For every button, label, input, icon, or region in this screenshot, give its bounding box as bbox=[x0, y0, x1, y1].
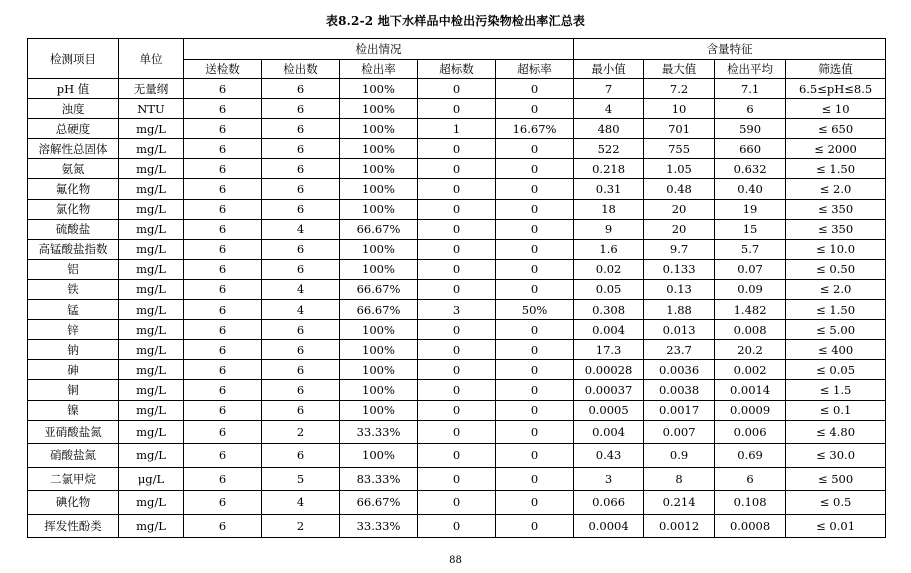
cell-max-value: 701 bbox=[644, 119, 715, 139]
cell-detection-rate: 100% bbox=[340, 119, 418, 139]
cell-max-value: 9.7 bbox=[644, 239, 715, 259]
cell-detected-count: 4 bbox=[262, 279, 340, 299]
cell-samples-sent: 6 bbox=[184, 279, 262, 299]
cell-screening-value: ≤ 2000 bbox=[786, 139, 886, 159]
cell-mean-value: 19 bbox=[715, 199, 786, 219]
cell-detection-rate: 66.67% bbox=[340, 491, 418, 515]
cell-min-value: 0.05 bbox=[574, 279, 644, 299]
cell-detection-rate: 100% bbox=[340, 239, 418, 259]
cell-min-value: 18 bbox=[574, 199, 644, 219]
cell-item-name: 氨氮 bbox=[28, 159, 119, 179]
table-row bbox=[28, 340, 886, 360]
cell-mean-value: 590 bbox=[715, 119, 786, 139]
table-row bbox=[28, 444, 886, 468]
cell-detection-rate: 100% bbox=[340, 79, 418, 99]
table-title: 表8.2-2 地下水样品中检出污染物检出率汇总表 bbox=[325, 14, 586, 28]
cell-detected-count: 6 bbox=[262, 79, 340, 99]
cell-exceed-count: 0 bbox=[418, 400, 496, 420]
table-row bbox=[28, 300, 886, 320]
cell-max-value: 1.88 bbox=[644, 300, 715, 320]
cell-item-name: 二氯甲烷 bbox=[28, 467, 119, 491]
cell-item-name: 溶解性总固体 bbox=[28, 139, 119, 159]
cell-exceed-count: 0 bbox=[418, 491, 496, 515]
cell-screening-value: ≤ 0.1 bbox=[786, 400, 886, 420]
cell-max-value: 23.7 bbox=[644, 340, 715, 360]
cell-detected-count: 2 bbox=[262, 420, 340, 444]
cell-exceed-count: 0 bbox=[418, 139, 496, 159]
cell-detection-rate: 100% bbox=[340, 380, 418, 400]
cell-exceed-count: 3 bbox=[418, 300, 496, 320]
cell-exceed-rate: 0 bbox=[496, 99, 574, 119]
cell-exceed-rate: 0 bbox=[496, 360, 574, 380]
cell-mean-value: 0.008 bbox=[715, 320, 786, 340]
cell-unit: μg/L bbox=[119, 467, 184, 491]
cell-mean-value: 5.7 bbox=[715, 239, 786, 259]
cell-unit: mg/L bbox=[119, 159, 184, 179]
cell-unit: mg/L bbox=[119, 340, 184, 360]
cell-max-value: 0.13 bbox=[644, 279, 715, 299]
cell-mean-value: 0.108 bbox=[715, 491, 786, 515]
cell-max-value: 8 bbox=[644, 467, 715, 491]
cell-exceed-rate: 0 bbox=[496, 400, 574, 420]
cell-exceed-count: 0 bbox=[418, 79, 496, 99]
header-exceed-rate: 超标率 bbox=[496, 60, 574, 79]
cell-min-value: 522 bbox=[574, 139, 644, 159]
cell-max-value: 0.133 bbox=[644, 259, 715, 279]
cell-screening-value: 6.5≤pH≤8.5 bbox=[786, 79, 886, 99]
header-exceed-count: 超标数 bbox=[418, 60, 496, 79]
cell-min-value: 9 bbox=[574, 219, 644, 239]
cell-min-value: 0.004 bbox=[574, 420, 644, 444]
cell-min-value: 480 bbox=[574, 119, 644, 139]
cell-detected-count: 2 bbox=[262, 514, 340, 538]
table-row bbox=[28, 79, 886, 99]
cell-screening-value: ≤ 10 bbox=[786, 99, 886, 119]
cell-unit: mg/L bbox=[119, 444, 184, 468]
cell-exceed-rate: 0 bbox=[496, 259, 574, 279]
cell-min-value: 0.00037 bbox=[574, 380, 644, 400]
cell-mean-value: 7.1 bbox=[715, 79, 786, 99]
cell-item-name: pH 值 bbox=[28, 79, 119, 99]
cell-unit: mg/L bbox=[119, 259, 184, 279]
cell-detected-count: 6 bbox=[262, 179, 340, 199]
cell-item-name: 总硬度 bbox=[28, 119, 119, 139]
cell-min-value: 0.02 bbox=[574, 259, 644, 279]
cell-mean-value: 0.09 bbox=[715, 279, 786, 299]
cell-detected-count: 6 bbox=[262, 444, 340, 468]
cell-max-value: 0.007 bbox=[644, 420, 715, 444]
header-max-value: 最大值 bbox=[644, 60, 715, 79]
cell-samples-sent: 6 bbox=[184, 259, 262, 279]
table-row bbox=[28, 320, 886, 340]
cell-samples-sent: 6 bbox=[184, 380, 262, 400]
cell-detection-rate: 33.33% bbox=[340, 420, 418, 444]
cell-samples-sent: 6 bbox=[184, 239, 262, 259]
cell-exceed-rate: 16.67% bbox=[496, 119, 574, 139]
cell-unit: mg/L bbox=[119, 420, 184, 444]
cell-max-value: 0.0017 bbox=[644, 400, 715, 420]
table-row bbox=[28, 259, 886, 279]
cell-exceed-count: 0 bbox=[418, 320, 496, 340]
cell-detection-rate: 66.67% bbox=[340, 300, 418, 320]
table-row bbox=[28, 179, 886, 199]
cell-detected-count: 5 bbox=[262, 467, 340, 491]
cell-screening-value: ≤ 1.5 bbox=[786, 380, 886, 400]
cell-detection-rate: 33.33% bbox=[340, 514, 418, 538]
table-row bbox=[28, 491, 886, 515]
header-detected-count: 检出数 bbox=[262, 60, 340, 79]
cell-exceed-rate: 50% bbox=[496, 300, 574, 320]
table-row bbox=[28, 360, 886, 380]
cell-exceed-count: 0 bbox=[418, 259, 496, 279]
cell-screening-value: ≤ 5.00 bbox=[786, 320, 886, 340]
cell-min-value: 0.0004 bbox=[574, 514, 644, 538]
cell-detected-count: 6 bbox=[262, 360, 340, 380]
cell-item-name: 砷 bbox=[28, 360, 119, 380]
table-row bbox=[28, 514, 886, 538]
cell-detected-count: 6 bbox=[262, 139, 340, 159]
table-row bbox=[28, 239, 886, 259]
header-detection-group: 检出情况 bbox=[184, 39, 574, 60]
header-content-group: 含量特征 bbox=[574, 39, 886, 60]
cell-exceed-count: 0 bbox=[418, 159, 496, 179]
cell-item-name: 硫酸盐 bbox=[28, 219, 119, 239]
cell-samples-sent: 6 bbox=[184, 320, 262, 340]
cell-min-value: 0.308 bbox=[574, 300, 644, 320]
cell-exceed-count: 0 bbox=[418, 99, 496, 119]
table-row bbox=[28, 199, 886, 219]
cell-min-value: 3 bbox=[574, 467, 644, 491]
cell-exceed-rate: 0 bbox=[496, 279, 574, 299]
cell-exceed-rate: 0 bbox=[496, 219, 574, 239]
cell-exceed-rate: 0 bbox=[496, 79, 574, 99]
cell-detection-rate: 100% bbox=[340, 99, 418, 119]
cell-samples-sent: 6 bbox=[184, 199, 262, 219]
cell-mean-value: 6 bbox=[715, 467, 786, 491]
cell-samples-sent: 6 bbox=[184, 300, 262, 320]
cell-detected-count: 6 bbox=[262, 380, 340, 400]
cell-exceed-count: 0 bbox=[418, 179, 496, 199]
table-row bbox=[28, 420, 886, 444]
cell-detected-count: 4 bbox=[262, 300, 340, 320]
cell-item-name: 锌 bbox=[28, 320, 119, 340]
cell-mean-value: 6 bbox=[715, 99, 786, 119]
cell-detection-rate: 100% bbox=[340, 159, 418, 179]
cell-min-value: 0.004 bbox=[574, 320, 644, 340]
cell-max-value: 0.0038 bbox=[644, 380, 715, 400]
cell-mean-value: 0.40 bbox=[715, 179, 786, 199]
cell-exceed-count: 0 bbox=[418, 360, 496, 380]
cell-exceed-count: 0 bbox=[418, 444, 496, 468]
cell-unit: NTU bbox=[119, 99, 184, 119]
cell-item-name: 挥发性酚类 bbox=[28, 514, 119, 538]
cell-samples-sent: 6 bbox=[184, 179, 262, 199]
table-row bbox=[28, 467, 886, 491]
header-item: 检测项目 bbox=[28, 39, 119, 79]
cell-detection-rate: 66.67% bbox=[340, 219, 418, 239]
header-screening-value: 筛选值 bbox=[786, 60, 886, 79]
cell-detected-count: 6 bbox=[262, 320, 340, 340]
cell-item-name: 硝酸盐氮 bbox=[28, 444, 119, 468]
cell-samples-sent: 6 bbox=[184, 420, 262, 444]
cell-exceed-rate: 0 bbox=[496, 239, 574, 259]
cell-exceed-rate: 0 bbox=[496, 320, 574, 340]
cell-mean-value: 0.002 bbox=[715, 360, 786, 380]
table-row bbox=[28, 279, 886, 299]
cell-exceed-rate: 0 bbox=[496, 444, 574, 468]
cell-mean-value: 0.0008 bbox=[715, 514, 786, 538]
cell-unit: mg/L bbox=[119, 320, 184, 340]
cell-detection-rate: 66.67% bbox=[340, 279, 418, 299]
cell-samples-sent: 6 bbox=[184, 444, 262, 468]
cell-exceed-rate: 0 bbox=[496, 514, 574, 538]
cell-exceed-rate: 0 bbox=[496, 491, 574, 515]
cell-screening-value: ≤ 2.0 bbox=[786, 279, 886, 299]
cell-detected-count: 6 bbox=[262, 340, 340, 360]
cell-screening-value: ≤ 0.50 bbox=[786, 259, 886, 279]
cell-min-value: 0.00028 bbox=[574, 360, 644, 380]
cell-screening-value: ≤ 500 bbox=[786, 467, 886, 491]
cell-min-value: 4 bbox=[574, 99, 644, 119]
header-min-value: 最小值 bbox=[574, 60, 644, 79]
cell-unit: mg/L bbox=[119, 300, 184, 320]
cell-item-name: 铜 bbox=[28, 380, 119, 400]
cell-unit: mg/L bbox=[119, 179, 184, 199]
page-number: 88 bbox=[449, 555, 462, 566]
cell-exceed-count: 0 bbox=[418, 467, 496, 491]
cell-samples-sent: 6 bbox=[184, 79, 262, 99]
cell-max-value: 20 bbox=[644, 219, 715, 239]
cell-samples-sent: 6 bbox=[184, 99, 262, 119]
cell-mean-value: 0.632 bbox=[715, 159, 786, 179]
cell-unit: mg/L bbox=[119, 491, 184, 515]
cell-max-value: 0.0012 bbox=[644, 514, 715, 538]
cell-mean-value: 1.482 bbox=[715, 300, 786, 320]
cell-mean-value: 0.07 bbox=[715, 259, 786, 279]
cell-item-name: 铁 bbox=[28, 279, 119, 299]
cell-min-value: 7 bbox=[574, 79, 644, 99]
cell-detected-count: 6 bbox=[262, 400, 340, 420]
cell-detected-count: 6 bbox=[262, 159, 340, 179]
cell-max-value: 0.214 bbox=[644, 491, 715, 515]
cell-unit: mg/L bbox=[119, 400, 184, 420]
header-detection-rate: 检出率 bbox=[340, 60, 418, 79]
header-samples-sent: 送检数 bbox=[184, 60, 262, 79]
cell-samples-sent: 6 bbox=[184, 139, 262, 159]
cell-max-value: 7.2 bbox=[644, 79, 715, 99]
cell-item-name: 镍 bbox=[28, 400, 119, 420]
cell-detected-count: 4 bbox=[262, 219, 340, 239]
cell-max-value: 755 bbox=[644, 139, 715, 159]
cell-unit: mg/L bbox=[119, 279, 184, 299]
header-unit: 单位 bbox=[119, 39, 184, 79]
cell-unit: mg/L bbox=[119, 380, 184, 400]
cell-min-value: 0.43 bbox=[574, 444, 644, 468]
header-mean-value: 检出平均 bbox=[715, 60, 786, 79]
cell-exceed-rate: 0 bbox=[496, 159, 574, 179]
cell-exceed-rate: 0 bbox=[496, 467, 574, 491]
cell-samples-sent: 6 bbox=[184, 491, 262, 515]
cell-unit: mg/L bbox=[119, 360, 184, 380]
cell-mean-value: 15 bbox=[715, 219, 786, 239]
cell-mean-value: 660 bbox=[715, 139, 786, 159]
cell-unit: mg/L bbox=[119, 119, 184, 139]
cell-exceed-count: 0 bbox=[418, 219, 496, 239]
cell-samples-sent: 6 bbox=[184, 400, 262, 420]
cell-min-value: 1.6 bbox=[574, 239, 644, 259]
cell-screening-value: ≤ 30.0 bbox=[786, 444, 886, 468]
cell-detection-rate: 100% bbox=[340, 444, 418, 468]
cell-item-name: 氯化物 bbox=[28, 199, 119, 219]
header-row-1 bbox=[28, 39, 886, 60]
cell-samples-sent: 6 bbox=[184, 340, 262, 360]
cell-unit: mg/L bbox=[119, 514, 184, 538]
cell-screening-value: ≤ 0.05 bbox=[786, 360, 886, 380]
cell-samples-sent: 6 bbox=[184, 514, 262, 538]
cell-detection-rate: 83.33% bbox=[340, 467, 418, 491]
table-row bbox=[28, 400, 886, 420]
table-body bbox=[28, 79, 886, 538]
cell-detection-rate: 100% bbox=[340, 199, 418, 219]
cell-min-value: 0.218 bbox=[574, 159, 644, 179]
cell-detected-count: 6 bbox=[262, 239, 340, 259]
cell-exceed-count: 1 bbox=[418, 119, 496, 139]
cell-item-name: 铝 bbox=[28, 259, 119, 279]
table-row bbox=[28, 139, 886, 159]
cell-exceed-rate: 0 bbox=[496, 340, 574, 360]
cell-unit: mg/L bbox=[119, 239, 184, 259]
cell-item-name: 亚硝酸盐氮 bbox=[28, 420, 119, 444]
cell-samples-sent: 6 bbox=[184, 360, 262, 380]
cell-item-name: 钠 bbox=[28, 340, 119, 360]
cell-screening-value: ≤ 350 bbox=[786, 199, 886, 219]
cell-detection-rate: 100% bbox=[340, 259, 418, 279]
cell-max-value: 20 bbox=[644, 199, 715, 219]
cell-min-value: 0.0005 bbox=[574, 400, 644, 420]
table-row bbox=[28, 119, 886, 139]
cell-screening-value: ≤ 1.50 bbox=[786, 159, 886, 179]
cell-screening-value: ≤ 400 bbox=[786, 340, 886, 360]
pollutant-detection-table bbox=[27, 38, 886, 538]
cell-min-value: 0.31 bbox=[574, 179, 644, 199]
cell-exceed-count: 0 bbox=[418, 340, 496, 360]
cell-mean-value: 0.006 bbox=[715, 420, 786, 444]
cell-screening-value: ≤ 0.5 bbox=[786, 491, 886, 515]
cell-detection-rate: 100% bbox=[340, 320, 418, 340]
cell-unit: 无量纲 bbox=[119, 79, 184, 99]
cell-exceed-count: 0 bbox=[418, 239, 496, 259]
cell-detection-rate: 100% bbox=[340, 340, 418, 360]
cell-detected-count: 6 bbox=[262, 119, 340, 139]
cell-screening-value: ≤ 2.0 bbox=[786, 179, 886, 199]
cell-mean-value: 0.69 bbox=[715, 444, 786, 468]
cell-min-value: 0.066 bbox=[574, 491, 644, 515]
cell-screening-value: ≤ 10.0 bbox=[786, 239, 886, 259]
table-row bbox=[28, 159, 886, 179]
cell-screening-value: ≤ 1.50 bbox=[786, 300, 886, 320]
cell-detection-rate: 100% bbox=[340, 360, 418, 380]
cell-max-value: 0.48 bbox=[644, 179, 715, 199]
cell-item-name: 锰 bbox=[28, 300, 119, 320]
cell-detected-count: 6 bbox=[262, 99, 340, 119]
cell-unit: mg/L bbox=[119, 139, 184, 159]
cell-exceed-rate: 0 bbox=[496, 420, 574, 444]
cell-max-value: 0.0036 bbox=[644, 360, 715, 380]
cell-unit: mg/L bbox=[119, 199, 184, 219]
cell-screening-value: ≤ 0.01 bbox=[786, 514, 886, 538]
cell-min-value: 17.3 bbox=[574, 340, 644, 360]
cell-exceed-rate: 0 bbox=[496, 380, 574, 400]
cell-exceed-rate: 0 bbox=[496, 179, 574, 199]
cell-detected-count: 6 bbox=[262, 259, 340, 279]
cell-screening-value: ≤ 4.80 bbox=[786, 420, 886, 444]
table-row bbox=[28, 380, 886, 400]
cell-detection-rate: 100% bbox=[340, 400, 418, 420]
cell-mean-value: 0.0009 bbox=[715, 400, 786, 420]
cell-exceed-rate: 0 bbox=[496, 199, 574, 219]
cell-exceed-count: 0 bbox=[418, 514, 496, 538]
cell-mean-value: 0.0014 bbox=[715, 380, 786, 400]
cell-samples-sent: 6 bbox=[184, 119, 262, 139]
cell-detection-rate: 100% bbox=[340, 179, 418, 199]
cell-mean-value: 20.2 bbox=[715, 340, 786, 360]
cell-samples-sent: 6 bbox=[184, 159, 262, 179]
cell-exceed-rate: 0 bbox=[496, 139, 574, 159]
cell-item-name: 碘化物 bbox=[28, 491, 119, 515]
cell-exceed-count: 0 bbox=[418, 420, 496, 444]
cell-screening-value: ≤ 350 bbox=[786, 219, 886, 239]
cell-max-value: 0.9 bbox=[644, 444, 715, 468]
cell-screening-value: ≤ 650 bbox=[786, 119, 886, 139]
cell-exceed-count: 0 bbox=[418, 380, 496, 400]
cell-max-value: 1.05 bbox=[644, 159, 715, 179]
cell-detected-count: 6 bbox=[262, 199, 340, 219]
cell-max-value: 0.013 bbox=[644, 320, 715, 340]
cell-exceed-count: 0 bbox=[418, 199, 496, 219]
cell-exceed-count: 0 bbox=[418, 279, 496, 299]
cell-item-name: 氟化物 bbox=[28, 179, 119, 199]
cell-item-name: 高锰酸盐指数 bbox=[28, 239, 119, 259]
cell-detected-count: 4 bbox=[262, 491, 340, 515]
cell-item-name: 浊度 bbox=[28, 99, 119, 119]
cell-unit: mg/L bbox=[119, 219, 184, 239]
table-row bbox=[28, 99, 886, 119]
table-row bbox=[28, 219, 886, 239]
cell-max-value: 10 bbox=[644, 99, 715, 119]
cell-detection-rate: 100% bbox=[340, 139, 418, 159]
cell-samples-sent: 6 bbox=[184, 467, 262, 491]
cell-samples-sent: 6 bbox=[184, 219, 262, 239]
